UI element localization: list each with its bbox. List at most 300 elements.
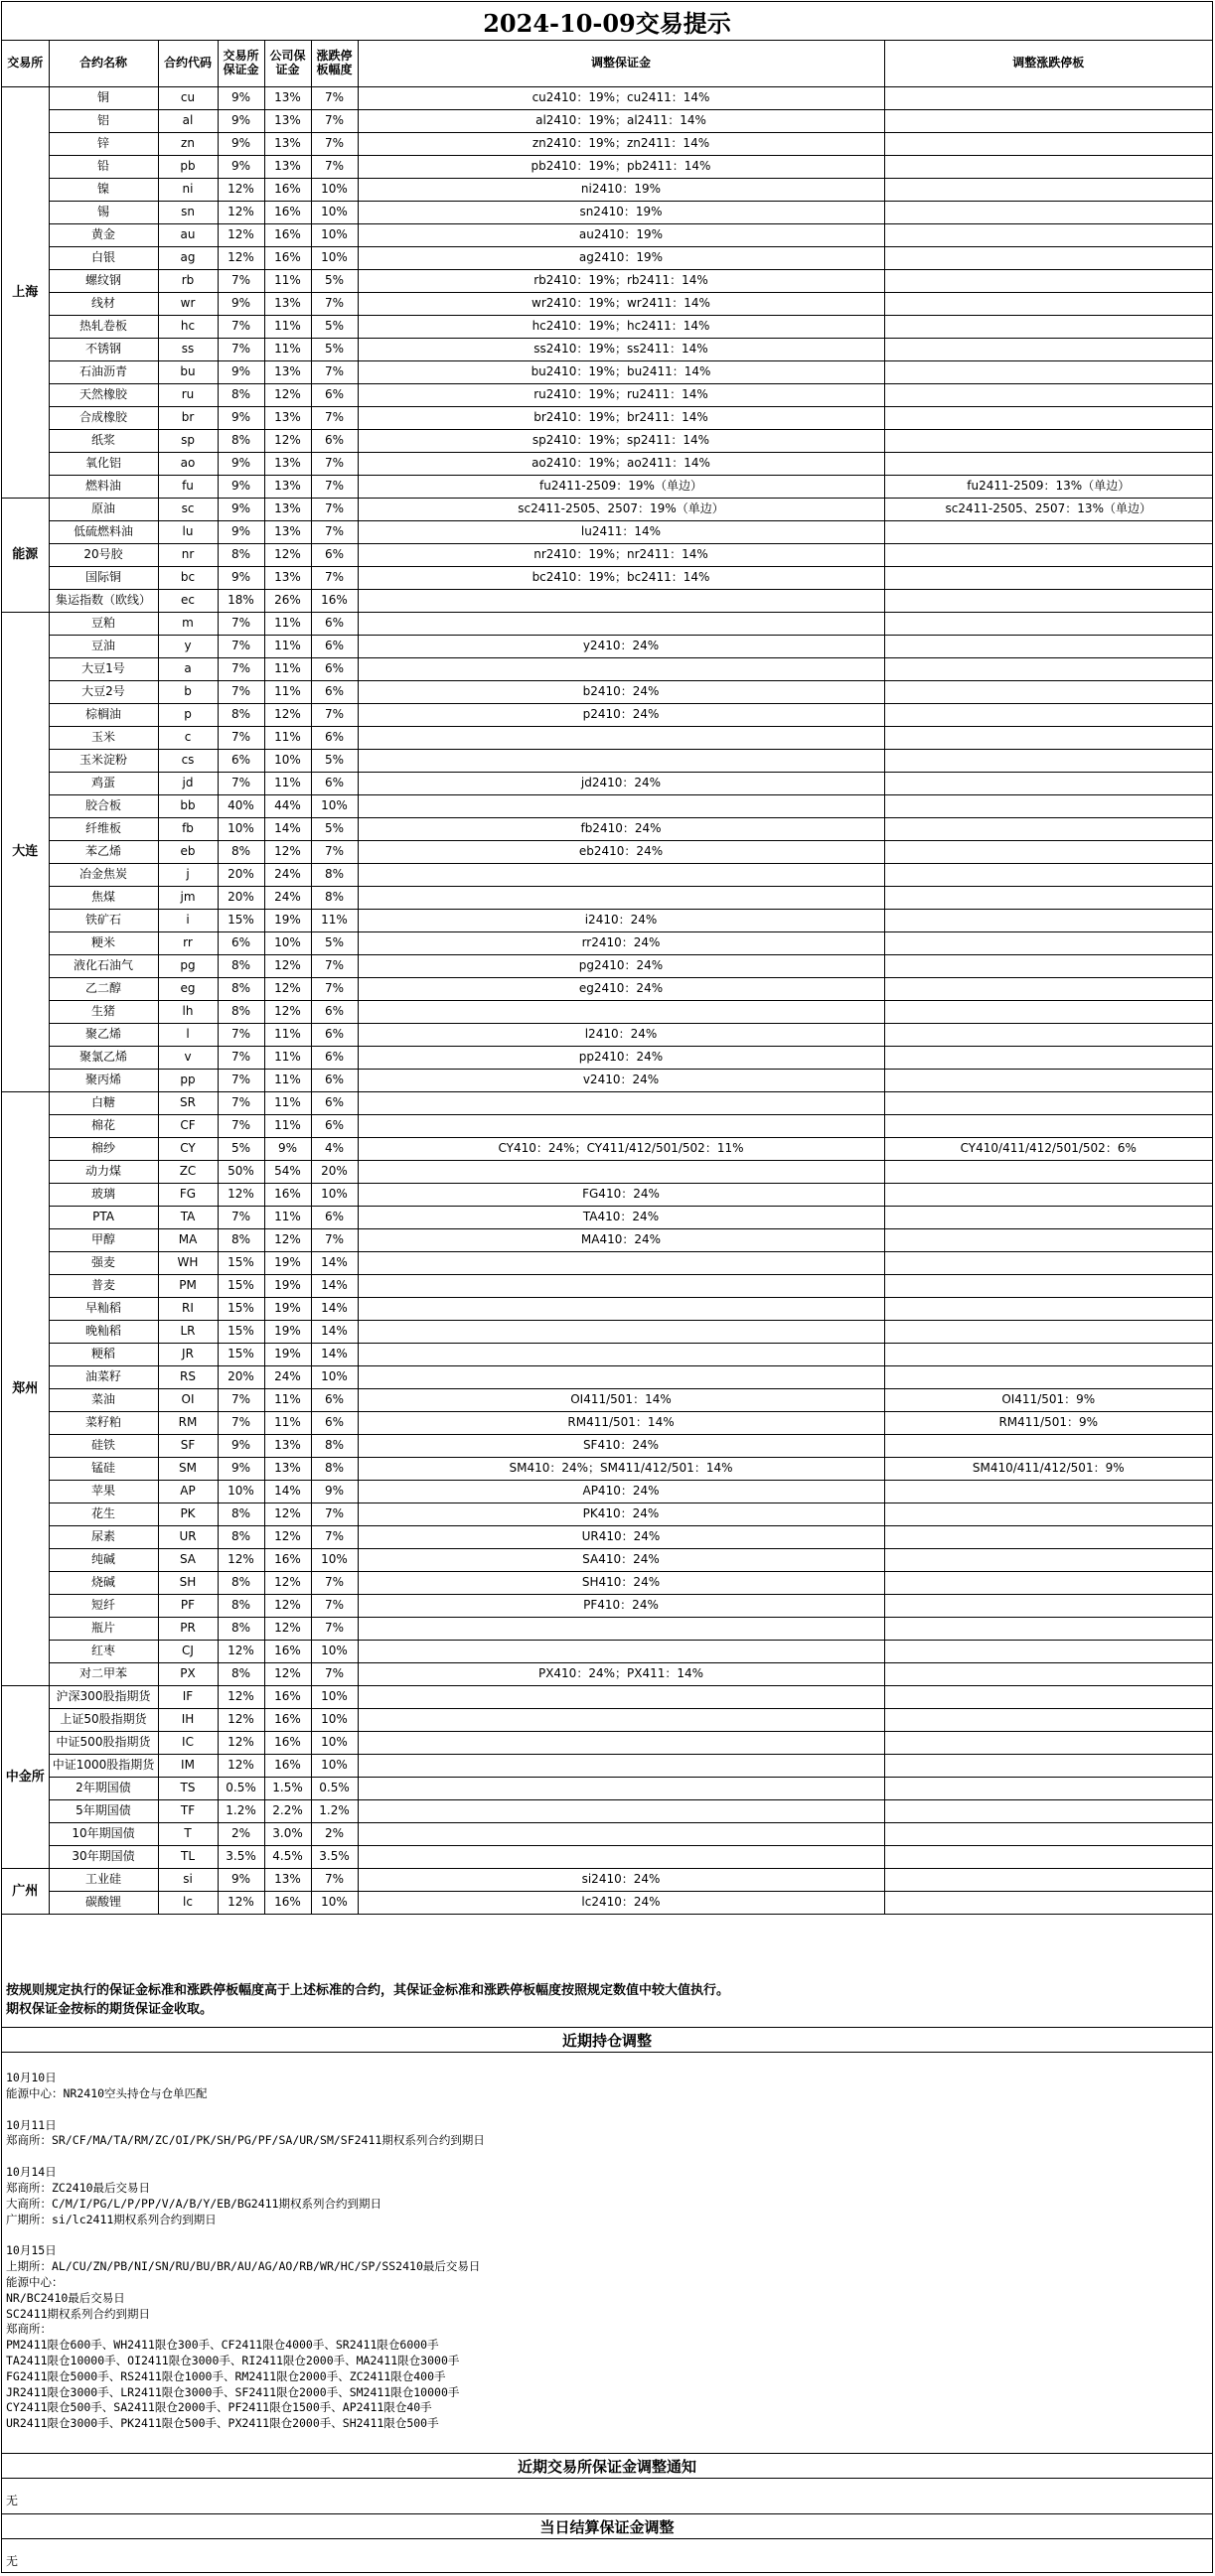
contract-name-cell: 苯乙烯 xyxy=(49,840,158,863)
margin-notice-body: 无 xyxy=(6,2494,19,2507)
table-row xyxy=(2,1388,1212,1411)
contract-name-cell: 5年期国债 xyxy=(49,1799,158,1822)
adjusted-limit-cell xyxy=(884,1434,1212,1457)
contract-name-cell: 铝 xyxy=(49,109,158,132)
table-row xyxy=(2,1228,1212,1251)
contract-code-cell: SH xyxy=(158,1571,218,1594)
company-margin-cell: 13% xyxy=(264,406,311,429)
company-margin-cell: 19% xyxy=(264,1320,311,1343)
adjusted-margin-cell: jd2410：24% xyxy=(358,772,884,794)
company-margin-cell: 12% xyxy=(264,1503,311,1525)
adjusted-margin-cell: ao2410：19%；ao2411：14% xyxy=(358,452,884,475)
adjusted-limit-cell xyxy=(884,1731,1212,1754)
adjusted-margin-cell: i2410：24% xyxy=(358,909,884,931)
adjusted-margin-cell: RM411/501：14% xyxy=(358,1411,884,1434)
contract-name-cell: 玉米淀粉 xyxy=(49,749,158,772)
adjusted-limit-cell xyxy=(884,1685,1212,1708)
table-row xyxy=(2,1708,1212,1731)
adjusted-margin-cell: eb2410：24% xyxy=(358,840,884,863)
table-row xyxy=(2,657,1212,680)
contract-code-cell: CY xyxy=(158,1137,218,1160)
company-margin-cell: 13% xyxy=(264,452,311,475)
adjust-line: 广期所：si/lc2411期权系列合约到期日 xyxy=(6,2212,217,2226)
contract-name-cell: 纸浆 xyxy=(49,429,158,452)
limit-range-cell: 7% xyxy=(311,452,358,475)
adjusted-margin-cell: ag2410：19% xyxy=(358,246,884,269)
exchange-margin-cell: 7% xyxy=(218,657,264,680)
exchange-margin-cell: 7% xyxy=(218,1388,264,1411)
adjust-line: FG2411限仓5000手、RS2411限仓1000手、RM2411限仓2000手、ZC2411限仓400手 xyxy=(6,2368,446,2383)
contract-name-cell: 烧碱 xyxy=(49,1571,158,1594)
table-row xyxy=(2,1503,1212,1525)
limit-range-cell: 14% xyxy=(311,1251,358,1274)
table-row xyxy=(2,1046,1212,1069)
adjusted-limit-cell xyxy=(884,749,1212,772)
exchange-margin-cell: 7% xyxy=(218,726,264,749)
contract-code-cell: pg xyxy=(158,954,218,977)
contract-code-cell: c xyxy=(158,726,218,749)
contract-code-cell: JR xyxy=(158,1343,218,1365)
table-row xyxy=(2,1434,1212,1457)
exchange-margin-cell: 8% xyxy=(218,1594,264,1617)
contract-name-cell: 原油 xyxy=(49,498,158,520)
contract-name-cell: 集运指数（欧线） xyxy=(49,589,158,612)
table-row xyxy=(2,749,1212,772)
contract-name-cell: 冶金焦炭 xyxy=(49,863,158,886)
exchange-margin-cell: 8% xyxy=(218,1503,264,1525)
limit-range-cell: 7% xyxy=(311,498,358,520)
contract-code-cell: br xyxy=(158,406,218,429)
table-row xyxy=(2,931,1212,954)
contract-name-cell: 鸡蛋 xyxy=(49,772,158,794)
company-margin-cell: 11% xyxy=(264,1023,311,1046)
exchange-margin-cell: 9% xyxy=(218,566,264,589)
exchange-margin-cell: 9% xyxy=(218,452,264,475)
table-row xyxy=(2,1571,1212,1594)
adjusted-limit-cell xyxy=(884,1297,1212,1320)
adjusted-margin-cell xyxy=(358,726,884,749)
company-margin-cell: 12% xyxy=(264,703,311,726)
company-margin-cell: 12% xyxy=(264,1594,311,1617)
limit-range-cell: 6% xyxy=(311,1206,358,1228)
contract-code-cell: pb xyxy=(158,155,218,178)
adjusted-limit-cell xyxy=(884,1822,1212,1845)
limit-range-cell: 10% xyxy=(311,1365,358,1388)
contract-name-cell: 玉米 xyxy=(49,726,158,749)
adjusted-limit-cell xyxy=(884,1662,1212,1685)
exchange-margin-cell: 8% xyxy=(218,1525,264,1548)
adjusted-limit-cell xyxy=(884,1251,1212,1274)
limit-range-cell: 2% xyxy=(311,1822,358,1845)
company-margin-cell: 12% xyxy=(264,383,311,406)
contract-code-cell: PF xyxy=(158,1594,218,1617)
contract-code-cell: UR xyxy=(158,1525,218,1548)
contract-name-cell: 20号胶 xyxy=(49,543,158,566)
company-margin-cell: 44% xyxy=(264,794,311,817)
adjusted-margin-cell xyxy=(358,1754,884,1777)
contract-name-cell: 苹果 xyxy=(49,1480,158,1503)
contract-code-cell: sc xyxy=(158,498,218,520)
limit-range-cell: 6% xyxy=(311,1069,358,1091)
limit-range-cell: 5% xyxy=(311,315,358,338)
table-row xyxy=(2,1457,1212,1480)
adjusted-margin-cell: SH410：24% xyxy=(358,1571,884,1594)
adjusted-limit-cell xyxy=(884,1365,1212,1388)
table-row xyxy=(2,178,1212,201)
contract-code-cell: a xyxy=(158,657,218,680)
table-row xyxy=(2,1114,1212,1137)
table-row xyxy=(2,498,1212,520)
limit-range-cell: 7% xyxy=(311,840,358,863)
table-row xyxy=(2,1548,1212,1571)
table-row xyxy=(2,406,1212,429)
adjusted-limit-cell: SM410/411/412/501：9% xyxy=(884,1457,1212,1480)
contract-name-cell: 大豆1号 xyxy=(49,657,158,680)
company-margin-cell: 11% xyxy=(264,772,311,794)
limit-range-cell: 5% xyxy=(311,817,358,840)
limit-range-cell: 7% xyxy=(311,520,358,543)
adjusted-limit-cell xyxy=(884,1320,1212,1343)
contract-code-cell: bu xyxy=(158,360,218,383)
contract-name-cell: 棕榈油 xyxy=(49,703,158,726)
limit-range-cell: 0.5% xyxy=(311,1777,358,1799)
contract-code-cell: TA xyxy=(158,1206,218,1228)
company-margin-cell: 14% xyxy=(264,1480,311,1503)
adjusted-limit-cell xyxy=(884,1274,1212,1297)
contract-name-cell: 硅铁 xyxy=(49,1434,158,1457)
limit-range-cell: 14% xyxy=(311,1274,358,1297)
limit-range-cell: 7% xyxy=(311,1662,358,1685)
company-margin-cell: 13% xyxy=(264,360,311,383)
limit-range-cell: 11% xyxy=(311,909,358,931)
adjusted-margin-cell: OI411/501：14% xyxy=(358,1388,884,1411)
company-margin-cell: 12% xyxy=(264,1617,311,1640)
column-header: 合约代码 xyxy=(158,40,218,86)
settlement-body: 无 xyxy=(6,2554,19,2568)
exchange-margin-cell: 40% xyxy=(218,794,264,817)
limit-range-cell: 7% xyxy=(311,954,358,977)
table-row xyxy=(2,1091,1212,1114)
adjusted-margin-cell: PK410：24% xyxy=(358,1503,884,1525)
contract-code-cell: SF xyxy=(158,1434,218,1457)
contract-name-cell: 菜籽粕 xyxy=(49,1411,158,1434)
table-row xyxy=(2,794,1212,817)
adjusted-margin-cell: br2410：19%；br2411：14% xyxy=(358,406,884,429)
adjusted-limit-cell xyxy=(884,315,1212,338)
limit-range-cell: 6% xyxy=(311,1023,358,1046)
contract-code-cell: si xyxy=(158,1868,218,1891)
exchange-margin-cell: 8% xyxy=(218,840,264,863)
contract-code-cell: au xyxy=(158,223,218,246)
exchange-margin-cell: 8% xyxy=(218,1571,264,1594)
adjust-line: 大商所：C/M/I/PG/L/P/PP/V/A/B/Y/EB/BG2411期权系列合约到期日 xyxy=(6,2196,381,2211)
limit-range-cell: 6% xyxy=(311,772,358,794)
contract-code-cell: wr xyxy=(158,292,218,315)
limit-range-cell: 6% xyxy=(311,612,358,635)
table-row xyxy=(2,1069,1212,1091)
table-row xyxy=(2,886,1212,909)
adjusted-limit-cell xyxy=(884,1799,1212,1822)
exchange-cell: 大连 xyxy=(2,612,49,1091)
table-row xyxy=(2,109,1212,132)
contract-name-cell: 锌 xyxy=(49,132,158,155)
company-margin-cell: 13% xyxy=(264,520,311,543)
contract-code-cell: nr xyxy=(158,543,218,566)
adjusted-margin-cell: v2410：24% xyxy=(358,1069,884,1091)
table-row xyxy=(2,1251,1212,1274)
limit-range-cell: 10% xyxy=(311,1708,358,1731)
contract-code-cell: IF xyxy=(158,1685,218,1708)
contract-code-cell: lc xyxy=(158,1891,218,1914)
contract-name-cell: 铜 xyxy=(49,86,158,109)
contract-code-cell: LR xyxy=(158,1320,218,1343)
adjusted-limit-cell xyxy=(884,703,1212,726)
contract-name-cell: 焦煤 xyxy=(49,886,158,909)
column-header: 公司保证金 xyxy=(264,40,311,86)
adjusted-margin-cell xyxy=(358,794,884,817)
contract-code-cell: rb xyxy=(158,269,218,292)
adjusted-margin-cell: SF410：24% xyxy=(358,1434,884,1457)
company-margin-cell: 13% xyxy=(264,292,311,315)
table-row xyxy=(2,1023,1212,1046)
contract-code-cell: bc xyxy=(158,566,218,589)
adjusted-limit-cell xyxy=(884,863,1212,886)
contract-code-cell: ZC xyxy=(158,1160,218,1183)
company-margin-cell: 16% xyxy=(264,1708,311,1731)
adjusted-margin-cell xyxy=(358,1617,884,1640)
adjusted-margin-cell: nr2410：19%；nr2411：14% xyxy=(358,543,884,566)
adjusted-margin-cell xyxy=(358,1708,884,1731)
table-row xyxy=(2,1320,1212,1343)
contract-name-cell: 纯碱 xyxy=(49,1548,158,1571)
page-title: 2024-10-09交易提示 xyxy=(2,2,1212,41)
limit-range-cell: 5% xyxy=(311,338,358,360)
adjusted-limit-cell: CY410/411/412/501/502：6% xyxy=(884,1137,1212,1160)
exchange-margin-cell: 20% xyxy=(218,1365,264,1388)
limit-range-cell: 7% xyxy=(311,155,358,178)
company-margin-cell: 19% xyxy=(264,1297,311,1320)
exchange-margin-cell: 12% xyxy=(218,1685,264,1708)
exchange-margin-cell: 12% xyxy=(218,1548,264,1571)
adjusted-margin-cell: lu2411：14% xyxy=(358,520,884,543)
table-row xyxy=(2,86,1212,109)
limit-range-cell: 5% xyxy=(311,749,358,772)
contract-name-cell: 工业硅 xyxy=(49,1868,158,1891)
adjusted-margin-cell: rr2410：24% xyxy=(358,931,884,954)
exchange-margin-cell: 9% xyxy=(218,1434,264,1457)
contract-code-cell: OI xyxy=(158,1388,218,1411)
adjusted-margin-cell: ss2410：19%；ss2411：14% xyxy=(358,338,884,360)
contract-name-cell: 线材 xyxy=(49,292,158,315)
contract-code-cell: j xyxy=(158,863,218,886)
exchange-margin-cell: 9% xyxy=(218,292,264,315)
adjusted-margin-cell: wr2410：19%；wr2411：14% xyxy=(358,292,884,315)
table-row xyxy=(2,1685,1212,1708)
adjusted-margin-cell: PX410：24%；PX411：14% xyxy=(358,1662,884,1685)
exchange-margin-cell: 12% xyxy=(218,201,264,223)
column-header: 调整保证金 xyxy=(358,40,884,86)
company-margin-cell: 11% xyxy=(264,1091,311,1114)
limit-range-cell: 14% xyxy=(311,1343,358,1365)
adjusted-limit-cell xyxy=(884,1548,1212,1571)
limit-range-cell: 7% xyxy=(311,977,358,1000)
limit-range-cell: 9% xyxy=(311,1480,358,1503)
contract-code-cell: jd xyxy=(158,772,218,794)
limit-range-cell: 7% xyxy=(311,1503,358,1525)
exchange-margin-cell: 9% xyxy=(218,155,264,178)
column-header: 合约名称 xyxy=(49,40,158,86)
exchange-margin-cell: 12% xyxy=(218,1754,264,1777)
contract-code-cell: al xyxy=(158,109,218,132)
table-row xyxy=(2,1160,1212,1183)
contract-code-cell: ss xyxy=(158,338,218,360)
contract-name-cell: 白银 xyxy=(49,246,158,269)
adjusted-margin-cell xyxy=(358,1091,884,1114)
exchange-margin-cell: 9% xyxy=(218,360,264,383)
adjusted-limit-cell xyxy=(884,977,1212,1000)
limit-range-cell: 7% xyxy=(311,292,358,315)
exchange-margin-cell: 7% xyxy=(218,315,264,338)
adjusted-margin-cell: ni2410：19% xyxy=(358,178,884,201)
adjusted-limit-cell xyxy=(884,269,1212,292)
exchange-margin-cell: 7% xyxy=(218,680,264,703)
limit-range-cell: 7% xyxy=(311,1617,358,1640)
limit-range-cell: 7% xyxy=(311,1228,358,1251)
adjusted-limit-cell xyxy=(884,1206,1212,1228)
exchange-margin-cell: 12% xyxy=(218,246,264,269)
company-margin-cell: 13% xyxy=(264,1434,311,1457)
exchange-cell: 中金所 xyxy=(2,1685,49,1868)
contract-code-cell: sn xyxy=(158,201,218,223)
company-margin-cell: 19% xyxy=(264,1274,311,1297)
table-row xyxy=(2,817,1212,840)
exchange-margin-cell: 8% xyxy=(218,1228,264,1251)
adjust-line: PM2411限仓600手、WH2411限仓300手、CF2411限仓4000手、SR2411限仓6000手 xyxy=(6,2338,439,2353)
contract-code-cell: CF xyxy=(158,1114,218,1137)
table-row xyxy=(2,977,1212,1000)
contract-code-cell: FG xyxy=(158,1183,218,1206)
limit-range-cell: 10% xyxy=(311,1685,358,1708)
contract-name-cell: 棉纱 xyxy=(49,1137,158,1160)
contract-code-cell: SM xyxy=(158,1457,218,1480)
contract-name-cell: 30年期国债 xyxy=(49,1845,158,1868)
table-row xyxy=(2,475,1212,498)
contract-code-cell: TL xyxy=(158,1845,218,1868)
table-row xyxy=(2,132,1212,155)
company-margin-cell: 24% xyxy=(264,1365,311,1388)
exchange-margin-cell: 50% xyxy=(218,1160,264,1183)
contract-name-cell: 聚乙烯 xyxy=(49,1023,158,1046)
adjusted-margin-cell: MA410：24% xyxy=(358,1228,884,1251)
exchange-margin-cell: 7% xyxy=(218,612,264,635)
company-margin-cell: 12% xyxy=(264,954,311,977)
contract-name-cell: 豆粕 xyxy=(49,612,158,635)
adjusted-limit-cell xyxy=(884,1777,1212,1799)
contract-code-cell: T xyxy=(158,1822,218,1845)
exchange-margin-cell: 15% xyxy=(218,1343,264,1365)
adjust-date: 10月10日 xyxy=(6,2071,57,2084)
adjust-line: CY2411限仓500手、SA2411限仓2000手、PF2411限仓1500手、AP2411限仓40手 xyxy=(6,2400,432,2415)
company-margin-cell: 54% xyxy=(264,1160,311,1183)
limit-range-cell: 6% xyxy=(311,1046,358,1069)
adjusted-limit-cell xyxy=(884,1046,1212,1069)
exchange-margin-cell: 8% xyxy=(218,703,264,726)
contract-name-cell: 粳稻 xyxy=(49,1343,158,1365)
company-margin-cell: 11% xyxy=(264,680,311,703)
exchange-margin-cell: 7% xyxy=(218,1411,264,1434)
limit-range-cell: 7% xyxy=(311,132,358,155)
adjusted-margin-cell: SM410：24%；SM411/412/501：14% xyxy=(358,1457,884,1480)
exchange-margin-cell: 9% xyxy=(218,475,264,498)
adjusted-limit-cell xyxy=(884,520,1212,543)
exchange-margin-cell: 8% xyxy=(218,1662,264,1685)
contract-name-cell: 10年期国债 xyxy=(49,1822,158,1845)
rules-note: 期权保证金按标的期货保证金收取。 xyxy=(6,2002,214,2017)
contract-name-cell: 胶合板 xyxy=(49,794,158,817)
adjusted-limit-cell xyxy=(884,794,1212,817)
adjusted-margin-cell: al2410：19%；al2411：14% xyxy=(358,109,884,132)
contract-name-cell: 燃料油 xyxy=(49,475,158,498)
contract-code-cell: rr xyxy=(158,931,218,954)
adjusted-limit-cell xyxy=(884,1503,1212,1525)
table-row xyxy=(2,452,1212,475)
contract-name-cell: 铅 xyxy=(49,155,158,178)
contract-name-cell: 纤维板 xyxy=(49,817,158,840)
adjusted-margin-cell: AP410：24% xyxy=(358,1480,884,1503)
limit-range-cell: 5% xyxy=(311,269,358,292)
adjust-date: 10月15日 xyxy=(6,2243,57,2258)
limit-range-cell: 6% xyxy=(311,1000,358,1023)
adjusted-limit-cell xyxy=(884,657,1212,680)
exchange-cell: 能源 xyxy=(2,498,49,612)
adjust-line: NR/BC2410最后交易日 xyxy=(6,2290,125,2305)
limit-range-cell: 10% xyxy=(311,1731,358,1754)
exchange-margin-cell: 9% xyxy=(218,132,264,155)
contract-name-cell: 锡 xyxy=(49,201,158,223)
company-margin-cell: 11% xyxy=(264,315,311,338)
exchange-margin-cell: 6% xyxy=(218,749,264,772)
company-margin-cell: 19% xyxy=(264,1343,311,1365)
contract-code-cell: ni xyxy=(158,178,218,201)
table-row xyxy=(2,840,1212,863)
limit-range-cell: 10% xyxy=(311,223,358,246)
adjusted-limit-cell xyxy=(884,589,1212,612)
contract-code-cell: jm xyxy=(158,886,218,909)
adjusted-margin-cell xyxy=(358,1160,884,1183)
adjusted-limit-cell xyxy=(884,1640,1212,1662)
contract-name-cell: 菜油 xyxy=(49,1388,158,1411)
exchange-margin-cell: 7% xyxy=(218,1114,264,1137)
adjusted-limit-cell xyxy=(884,1891,1212,1914)
table-row xyxy=(2,1868,1212,1891)
table-row xyxy=(2,1411,1212,1434)
contract-name-cell: 动力煤 xyxy=(49,1160,158,1183)
contract-code-cell: lh xyxy=(158,1000,218,1023)
limit-range-cell: 6% xyxy=(311,1091,358,1114)
contract-name-cell: 乙二醇 xyxy=(49,977,158,1000)
exchange-margin-cell: 12% xyxy=(218,223,264,246)
contract-name-cell: 镍 xyxy=(49,178,158,201)
adjusted-limit-cell xyxy=(884,1160,1212,1183)
table-row xyxy=(2,1754,1212,1777)
contract-name-cell: 中证500股指期货 xyxy=(49,1731,158,1754)
adjust-line: SC2411期权系列合约到期日 xyxy=(6,2306,151,2321)
contract-code-cell: m xyxy=(158,612,218,635)
company-margin-cell: 1.5% xyxy=(264,1777,311,1799)
adjusted-limit-cell xyxy=(884,246,1212,269)
limit-range-cell: 14% xyxy=(311,1320,358,1343)
adjusted-limit-cell xyxy=(884,635,1212,657)
